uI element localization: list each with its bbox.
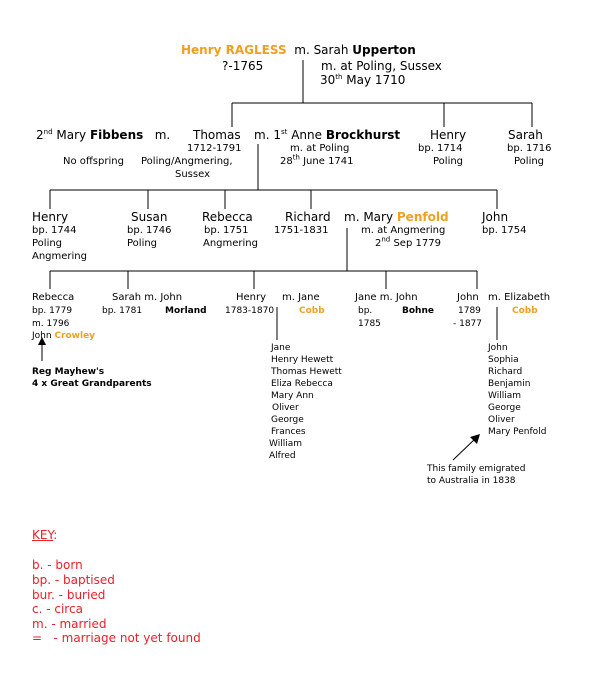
henry-1744-name: Henry — [32, 210, 69, 224]
henry-ragless-dates: ?-1765 — [222, 59, 264, 73]
anne-name: Anne — [291, 128, 322, 142]
john-child: William — [488, 391, 521, 401]
john-child: Richard — [488, 367, 523, 377]
sarah-1716-bp: bp. 1716 — [507, 143, 552, 154]
thomas-name: Thomas — [193, 128, 241, 142]
richard-name: Richard — [285, 210, 331, 224]
rebecca-1751-place: Angmering — [203, 238, 258, 249]
sarah-1781-bp: bp. 1781 — [102, 306, 143, 316]
susan-place: Poling — [127, 238, 158, 249]
gen1-marriage-date: 30th May 1710 — [320, 73, 406, 87]
henry-child: William — [269, 439, 302, 449]
henry-child: Thomas Hewett — [271, 367, 342, 377]
mary-fibbens — [36, 129, 170, 142]
henry-spouse-surname: Cobb — [299, 306, 325, 316]
john-child: George — [488, 403, 521, 413]
john-child: Benjamin — [488, 379, 531, 389]
anne-prefix: m. 1 — [254, 128, 281, 142]
henry-ragless-name: Henry RAGLESS — [181, 43, 287, 57]
mary-penfold-place: m. at Angmering — [361, 225, 446, 236]
mary-penfold-surname: Penfold — [396, 210, 449, 224]
henry-1744-bp: bp. 1744 — [32, 225, 77, 236]
mary-penfold-date — [375, 235, 441, 250]
key-item: c. - circa — [32, 602, 83, 616]
key-item: bur. - buried — [32, 588, 106, 602]
anne-date-day: 28 — [280, 156, 293, 167]
mary-fibbens-m: m. — [154, 128, 171, 142]
rebecca-1751-bp: bp. 1751 — [204, 225, 249, 236]
john-child: John — [488, 343, 508, 353]
henry-1783-m: m. Jane — [282, 292, 320, 303]
anne-date-rest: June 1741 — [303, 156, 354, 167]
john-spouse-surname: Cobb — [512, 306, 538, 316]
henry-child: Mary Ann — [271, 391, 314, 401]
anne-surname: Brockhurst — [325, 128, 401, 142]
rebecca-1779-m: m. 1796 — [32, 319, 70, 329]
mary-fibbens-sup: nd — [43, 128, 53, 136]
thomas-place2: Sussex — [175, 169, 210, 180]
key-title-text: KEY — [32, 528, 54, 542]
henry-1744-place1: Poling — [32, 238, 63, 249]
sarah-1781-m: Sarah m. John — [112, 292, 183, 303]
john-child: Sophia — [488, 355, 519, 365]
henry-ragless-m: m. Sarah — [294, 43, 349, 57]
henry-1744-place2: Angmering — [32, 251, 87, 262]
sarah-upperton-surname: Upperton — [352, 43, 416, 57]
mary-fibbens-note: No offspring — [63, 156, 124, 167]
john-1789-d: - 1877 — [453, 319, 483, 329]
reg-mayhew-note-line2: 4 x Great Grandparents — [32, 379, 152, 389]
gen1-marriage-place: m. at Poling, Sussex — [321, 59, 442, 73]
thomas-place1: Poling/Angmering, — [141, 156, 233, 167]
thomas-dates: 1712-1791 — [187, 143, 242, 154]
emigration-note-line2: to Australia in 1838 — [427, 476, 516, 486]
mary-penfold — [344, 211, 449, 224]
jane-1785-bp: bp. — [358, 306, 373, 316]
susan-bp: bp. 1746 — [127, 225, 172, 236]
mary-penfold-date-rest: Sep 1779 — [393, 238, 441, 249]
key-title — [32, 528, 57, 543]
key-item: b. - born — [32, 558, 83, 572]
john-child: Mary Penfold — [488, 427, 547, 437]
henry-child: George — [271, 415, 304, 425]
henry-1714-bp: bp. 1714 — [418, 143, 463, 154]
key-item: m. - married — [32, 617, 107, 631]
anne-marriage-place: m. at Poling — [290, 143, 350, 154]
sarah-1716-place: Poling — [514, 156, 545, 167]
rebecca-spouse-surname: Crowley — [54, 331, 96, 341]
henry-1783-dates: 1783-1870 — [225, 306, 275, 316]
key-item: = - marriage not yet found — [32, 631, 201, 645]
henry-child: Alfred — [269, 451, 296, 461]
jane-spouse-surname: Bohne — [402, 306, 434, 316]
henry-child: Jane — [271, 343, 291, 353]
sarah-1716-name: Sarah — [508, 128, 543, 142]
key-title-colon: : — [53, 528, 58, 542]
john-child: Oliver — [488, 415, 515, 425]
john-1789-name: John — [457, 292, 479, 303]
john-1789-m: m. Elizabeth — [488, 292, 551, 303]
henry-1783-name: Henry — [236, 292, 267, 303]
mary-fibbens-name: Mary — [56, 128, 87, 142]
sarah-spouse-surname: Morland — [165, 306, 207, 316]
jane-1785-m: Jane m. John — [355, 292, 418, 303]
henry-1714-name: Henry — [430, 128, 467, 142]
jane-1785-year: 1785 — [358, 319, 381, 329]
john-1754-name: John — [482, 210, 509, 224]
rebecca-spouse-name: John — [32, 331, 52, 341]
susan-name: Susan — [131, 210, 168, 224]
rebecca-1779-name: Rebecca — [32, 292, 75, 303]
key-item: bp. - baptised — [32, 573, 115, 587]
henry-child: Oliver — [272, 403, 299, 413]
henry-child: Eliza Rebecca — [271, 379, 333, 389]
henry-child: Henry Hewett — [271, 355, 334, 365]
anne-marriage-date — [280, 153, 354, 168]
henry-child: Frances — [271, 427, 306, 437]
anne-sup: st — [280, 128, 288, 136]
rebecca-1779-bp: bp. 1779 — [32, 306, 73, 316]
john-1789-b: 1789 — [458, 306, 481, 316]
reg-mayhew-note-line1: Reg Mayhew's — [32, 367, 105, 377]
rebecca-1751-name: Rebecca — [202, 210, 253, 224]
mary-fibbens-prefix: 2 — [36, 128, 44, 142]
mary-penfold-date-day: 2 — [375, 238, 382, 249]
mary-penfold-m: m. Mary — [344, 210, 394, 224]
henry-ragless — [181, 44, 416, 57]
anne-date-sup: th — [292, 153, 300, 162]
emigration-note-line1: This family emigrated — [427, 464, 526, 474]
mary-penfold-date-sup: nd — [381, 235, 391, 244]
richard-dates: 1751-1831 — [274, 225, 329, 236]
rebecca-spouse — [32, 330, 95, 342]
henry-1714-place: Poling — [433, 156, 464, 167]
anne-brockhurst — [254, 129, 400, 142]
john-1754-bp: bp. 1754 — [482, 225, 527, 236]
mary-fibbens-surname: Fibbens — [89, 128, 144, 142]
